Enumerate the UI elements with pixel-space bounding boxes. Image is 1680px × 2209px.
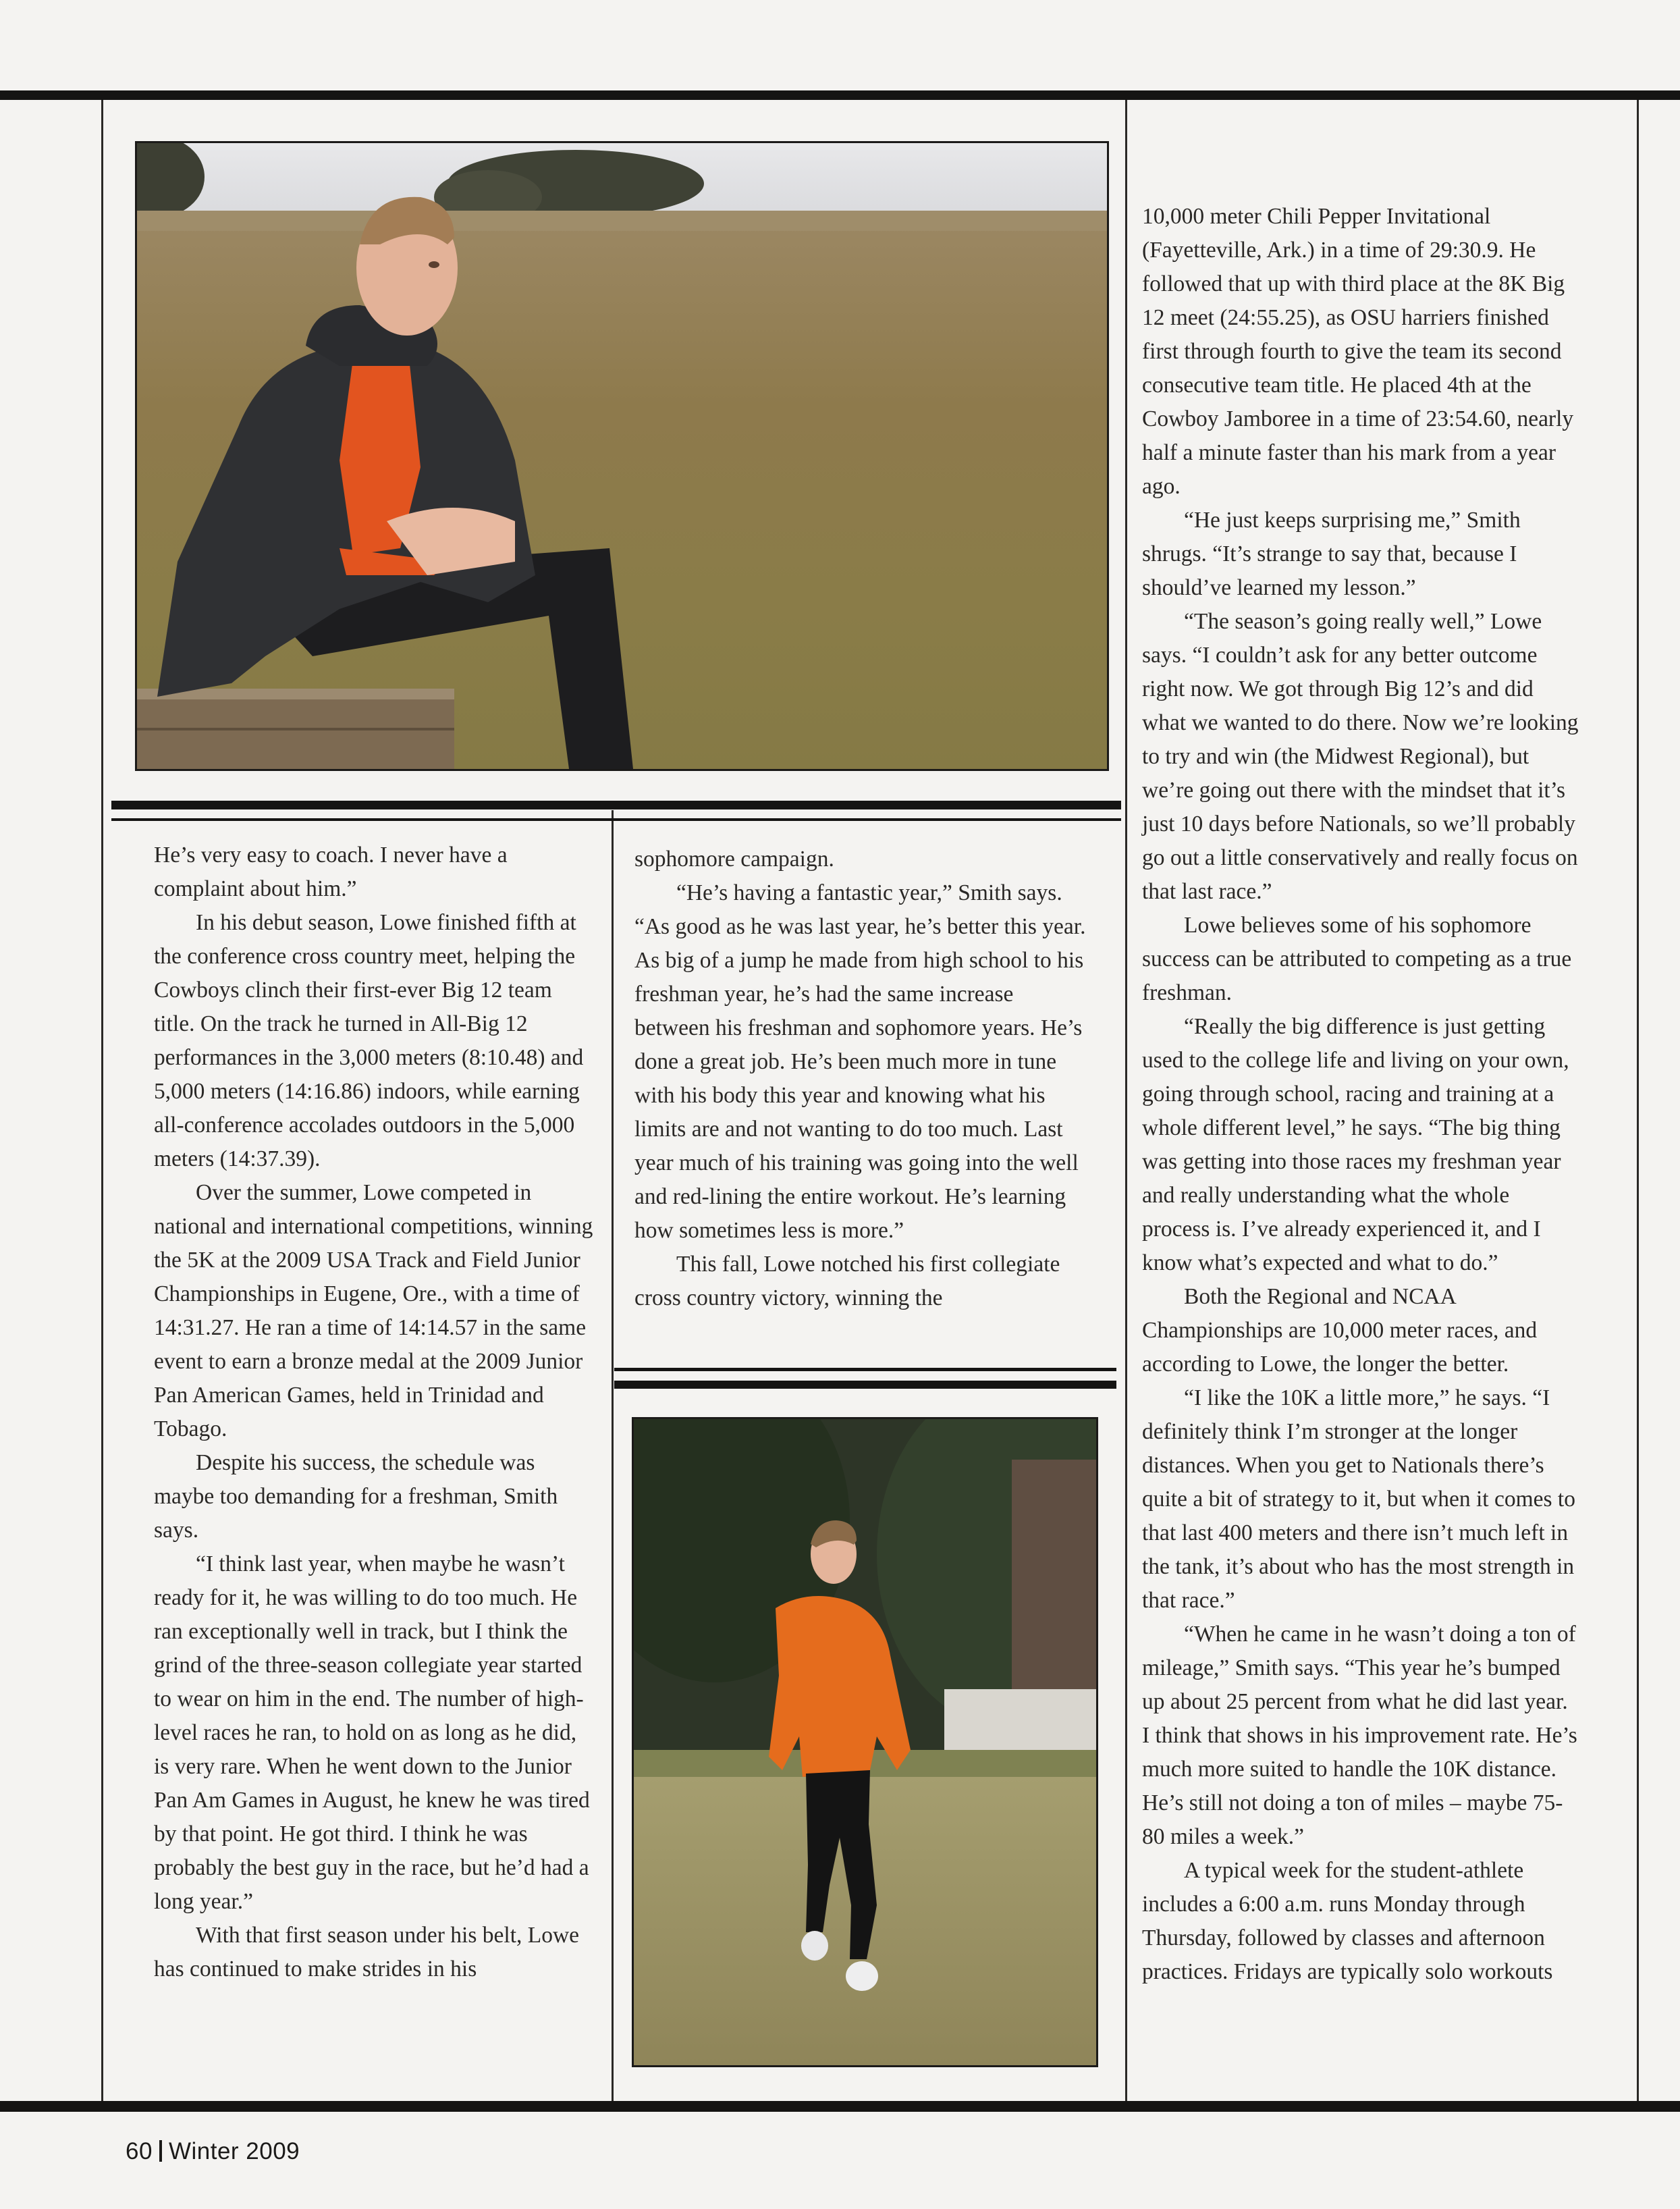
paragraph: “I think last year, when maybe he wasn’t ready for it, he was willing to do too much. He ran exceptionally well in track, but I think the grind of the three-season collegiate year started to wear on him in the end. The number of high-level races he ran, to hold on as long as he did, is very rare. When he went down to the Junior Pan Am Games in August, he knew he was tired by that point. He got third. I think he was probably the best guy in the race, but he’d had a long year.”	[154, 1551, 590, 1914]
mid-column-rule-thick	[614, 1381, 1116, 1389]
paragraph: Lowe believes some of his sophomore success can be attributed to competing as a true freshman.	[1142, 913, 1572, 1005]
footer-separator	[159, 2140, 162, 2162]
paragraph: Despite his success, the schedule was maybe too demanding for a freshman, Smith says.	[154, 1450, 558, 1543]
page-footer	[126, 2138, 300, 2165]
paragraph: In his debut season, Lowe finished fifth at the conference cross country meet, helping the Cowboys clinch their first-ever Big 12 team title. On the track he turned in All-Big 12 performances in the 3,000 meters (8:10.48) and 5,000 meters (14:16.86) indoors, while earning all-conference accolades outdoors in the 5,000 meters (14:37.39).	[154, 910, 584, 1171]
frame-left-line	[101, 100, 103, 2101]
paragraph: 10,000 meter Chili Pepper Invitational (Fayetteville, Ark.) in a time of 29:30.9. He followed that up with third place at the 8K Big 12 meet (24:55.25), as OSU harriers finished first through fourth to give the team its second consecutive team title. He placed 4th at the Cowboy Jamboree in a time of 23:54.60, nearly half a minute faster than his mark from a year ago.	[1142, 204, 1574, 499]
paragraph: Over the summer, Lowe competed in national and international competitions, winning the 5K at the 2009 USA Track and Field Junior Championships in Eugene, Ore., with a time of 14:31.27. He ran a time of 14:14.57 in the same event to earn a bronze medal at the 2009 Junior Pan American Games, held in Trinidad and Tobago.	[154, 1180, 593, 1441]
paragraph: With that first season under his belt, Lowe has continued to make strides in his	[154, 1923, 580, 1981]
paragraph: “Really the big difference is just getting used to the college life and living on your own, going through school, racing and training at a whole different level,” he says. “The big thing was getting into those races my freshman year and really understanding what the whole process is. I’ve already experienced it, and I know what’s expected and what to do.”	[1142, 1014, 1569, 1275]
article-column-left	[154, 839, 597, 1986]
frame-right-line	[1637, 100, 1639, 2101]
paragraph: Both the Regional and NCAA Championships are 10,000 meter races, and according to Lowe, the longer the better.	[1142, 1284, 1538, 1377]
photo-bottom-thin-rule	[111, 818, 1121, 821]
issue-label: Winter 2009	[168, 2138, 300, 2164]
top-rule	[0, 90, 1680, 100]
seated-athlete-photo	[135, 141, 1109, 771]
photo-bottom-rule	[111, 801, 1121, 809]
paragraph: A typical week for the student-athlete includes a 6:00 a.m. runs Monday through Thursday, followed by classes and afternoon practices. Fridays are typically solo workouts	[1142, 1858, 1553, 1984]
running-athlete-photo	[632, 1417, 1098, 2067]
paragraph: “He just keeps surprising me,” Smith shrugs. “It’s strange to say that, because I should’ve learned my lesson.”	[1142, 508, 1521, 600]
paragraph: sophomore campaign.	[634, 847, 834, 872]
paragraph: “I like the 10K a little more,” he says. “I definitely think I’m stronger at the longer distances. When you get to Nationals there’s quite a bit of strategy to it, but when it comes to that last 400 meters and there isn’t much left in the tank, it’s about who has the most strength in that race.”	[1142, 1385, 1575, 1613]
column-divider-right	[1125, 100, 1127, 2101]
paragraph: “When he came in he wasn’t doing a ton of mileage,” Smith says. “This year he’s bumped up about 25 percent from what he did last year. I think that shows in his improvement rate. He’s much more suited to handle the 10K distance. He’s still not doing a ton of miles – maybe 75-80 miles a week.”	[1142, 1622, 1577, 1849]
paragraph: “The season’s going really well,” Lowe says. “I couldn’t ask for any better outcome right now. We got through Big 12’s and did what we wanted to do there. Now we’re looking to try and win (the Midwest Regional), but we’re going out there with the mindset that it’s just 10 days before Nationals, so we’ll probably go out a little conservatively and really focus on that last race.”	[1142, 609, 1579, 904]
paragraph: “He’s having a fantastic year,” Smith says. “As good as he was last year, he’s better this year. As big of a jump he made from high school to his freshman year, he’s had the same increase between his freshman and sophomore years. He’s done a great job. He’s been much more in tune with his body this year and knowing what his limits are and not wanting to do too much. Last year much of his training was going into the well and red-lining the entire workout. He’s learning how sometimes less is more.”	[634, 880, 1086, 1243]
paragraph: He’s very easy to coach. I never have a complaint about him.”	[154, 843, 508, 901]
page-number: 60	[126, 2138, 153, 2164]
column-divider-left	[612, 810, 614, 2101]
article-column-right	[1142, 200, 1581, 1989]
paragraph: This fall, Lowe notched his first collegiate cross country victory, winning the	[634, 1252, 1060, 1310]
mid-column-rule	[614, 1368, 1116, 1371]
bottom-rule	[0, 2101, 1680, 2112]
article-column-middle	[634, 843, 1088, 1315]
